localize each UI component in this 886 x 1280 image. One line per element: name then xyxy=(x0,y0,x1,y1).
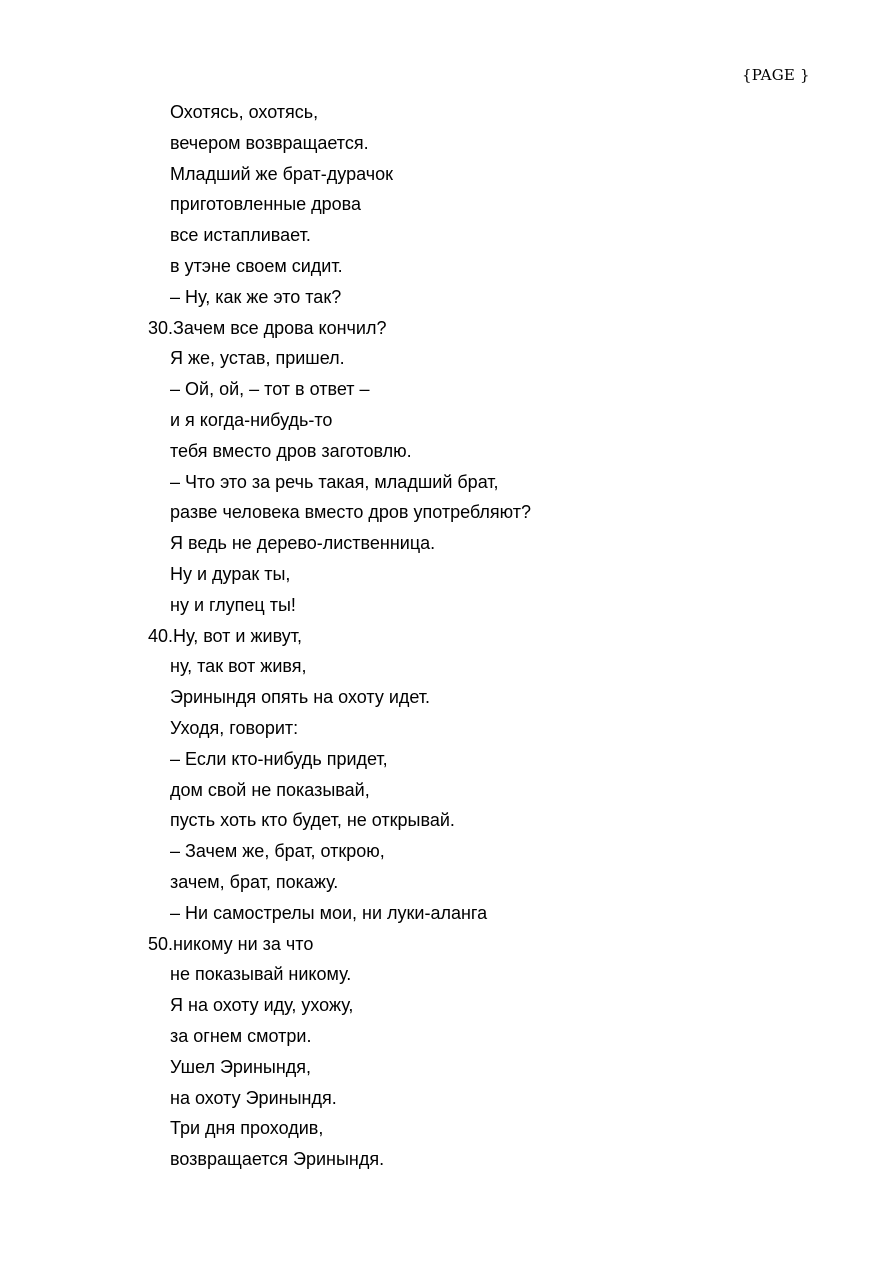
line-text: за огнем смотри. xyxy=(170,1025,312,1046)
line-text: – Что это за речь такая, младший брат, xyxy=(170,471,499,492)
poem-line xyxy=(0,436,886,467)
line-text: возвращается Эринындя. xyxy=(170,1149,385,1170)
line-text: Ну и дурак ты, xyxy=(170,563,291,584)
poem-body xyxy=(0,97,886,1175)
poem-line xyxy=(0,898,886,929)
line-text: разве человека вместо дров употребляют? xyxy=(170,502,532,523)
line-text: приготовленные дрова xyxy=(170,194,362,215)
line-text: Я ведь не дерево-лиственница. xyxy=(170,533,436,554)
poem-line xyxy=(0,836,886,867)
poem-line xyxy=(0,220,886,251)
poem-line xyxy=(0,867,886,898)
line-text: – Если кто-нибудь придет, xyxy=(170,748,388,769)
poem-line xyxy=(0,959,886,990)
poem-line xyxy=(0,929,886,960)
poem-line xyxy=(0,405,886,436)
poem-line xyxy=(0,128,886,159)
poem-line xyxy=(0,251,886,282)
poem-line xyxy=(0,651,886,682)
line-text: пусть хоть кто будет, не открывай. xyxy=(170,810,455,831)
line-text: Ну, вот и живут, xyxy=(173,625,302,646)
poem-line xyxy=(0,1052,886,1083)
poem-line xyxy=(0,621,886,652)
line-text: вечером возвращается. xyxy=(170,132,369,153)
line-text: зачем, брат, покажу. xyxy=(170,871,339,892)
line-text: тебя вместо дров заготовлю. xyxy=(170,440,412,461)
line-text: Три дня проходив, xyxy=(170,1118,324,1139)
page-number-field: {PAGE } xyxy=(742,66,810,84)
poem-line xyxy=(0,313,886,344)
poem-line xyxy=(0,159,886,190)
poem-line xyxy=(0,775,886,806)
line-text: Эринындя опять на охоту идет. xyxy=(170,687,431,708)
line-text: – Зачем же, брат, открою, xyxy=(170,841,385,862)
line-text: все истапливает. xyxy=(170,225,311,246)
line-text: дом свой не показывай, xyxy=(170,779,370,800)
line-text: не показывай никому. xyxy=(170,964,352,985)
poem-line xyxy=(0,805,886,836)
poem-line xyxy=(0,990,886,1021)
line-number: 30. xyxy=(148,317,174,338)
line-text: на охоту Эринындя. xyxy=(170,1087,337,1108)
line-text: – Ну, как же это так? xyxy=(170,286,342,307)
line-text: в утэне своем сидит. xyxy=(170,255,343,276)
line-text: никому ни за что xyxy=(173,933,314,954)
line-text: – Ой, ой, – тот в ответ – xyxy=(170,379,370,400)
poem-line xyxy=(0,744,886,775)
poem-line xyxy=(0,374,886,405)
line-number: 40. xyxy=(148,625,174,646)
poem-line xyxy=(0,97,886,128)
poem-line xyxy=(0,1021,886,1052)
poem-line xyxy=(0,1083,886,1114)
line-text: и я когда-нибудь-то xyxy=(170,409,333,430)
line-text: Охотясь, охотясь, xyxy=(170,102,319,122)
line-text: Уходя, говорит: xyxy=(170,717,299,738)
poem-line xyxy=(0,1113,886,1144)
poem-line xyxy=(0,528,886,559)
poem-line xyxy=(0,713,886,744)
line-text: Зачем все дрова кончил? xyxy=(173,317,387,338)
line-number: 50. xyxy=(148,933,174,954)
line-text: Ушел Эринындя, xyxy=(170,1056,312,1077)
line-text: ну, так вот живя, xyxy=(170,656,307,677)
poem-line xyxy=(0,590,886,621)
poem-line xyxy=(0,467,886,498)
line-text: ну и глупец ты! xyxy=(170,594,296,615)
poem-line xyxy=(0,559,886,590)
line-text: Я же, устав, пришел. xyxy=(170,348,345,369)
line-text: – Ни самострелы мои, ни луки-аланга xyxy=(170,902,488,923)
poem-line xyxy=(0,497,886,528)
line-text: Младший же брат-дурачок xyxy=(170,163,393,184)
poem-line xyxy=(0,682,886,713)
poem-line xyxy=(0,1144,886,1175)
poem-line xyxy=(0,343,886,374)
poem-line xyxy=(0,189,886,220)
poem-line xyxy=(0,282,886,313)
line-text: Я на охоту иду, ухожу, xyxy=(170,995,354,1016)
